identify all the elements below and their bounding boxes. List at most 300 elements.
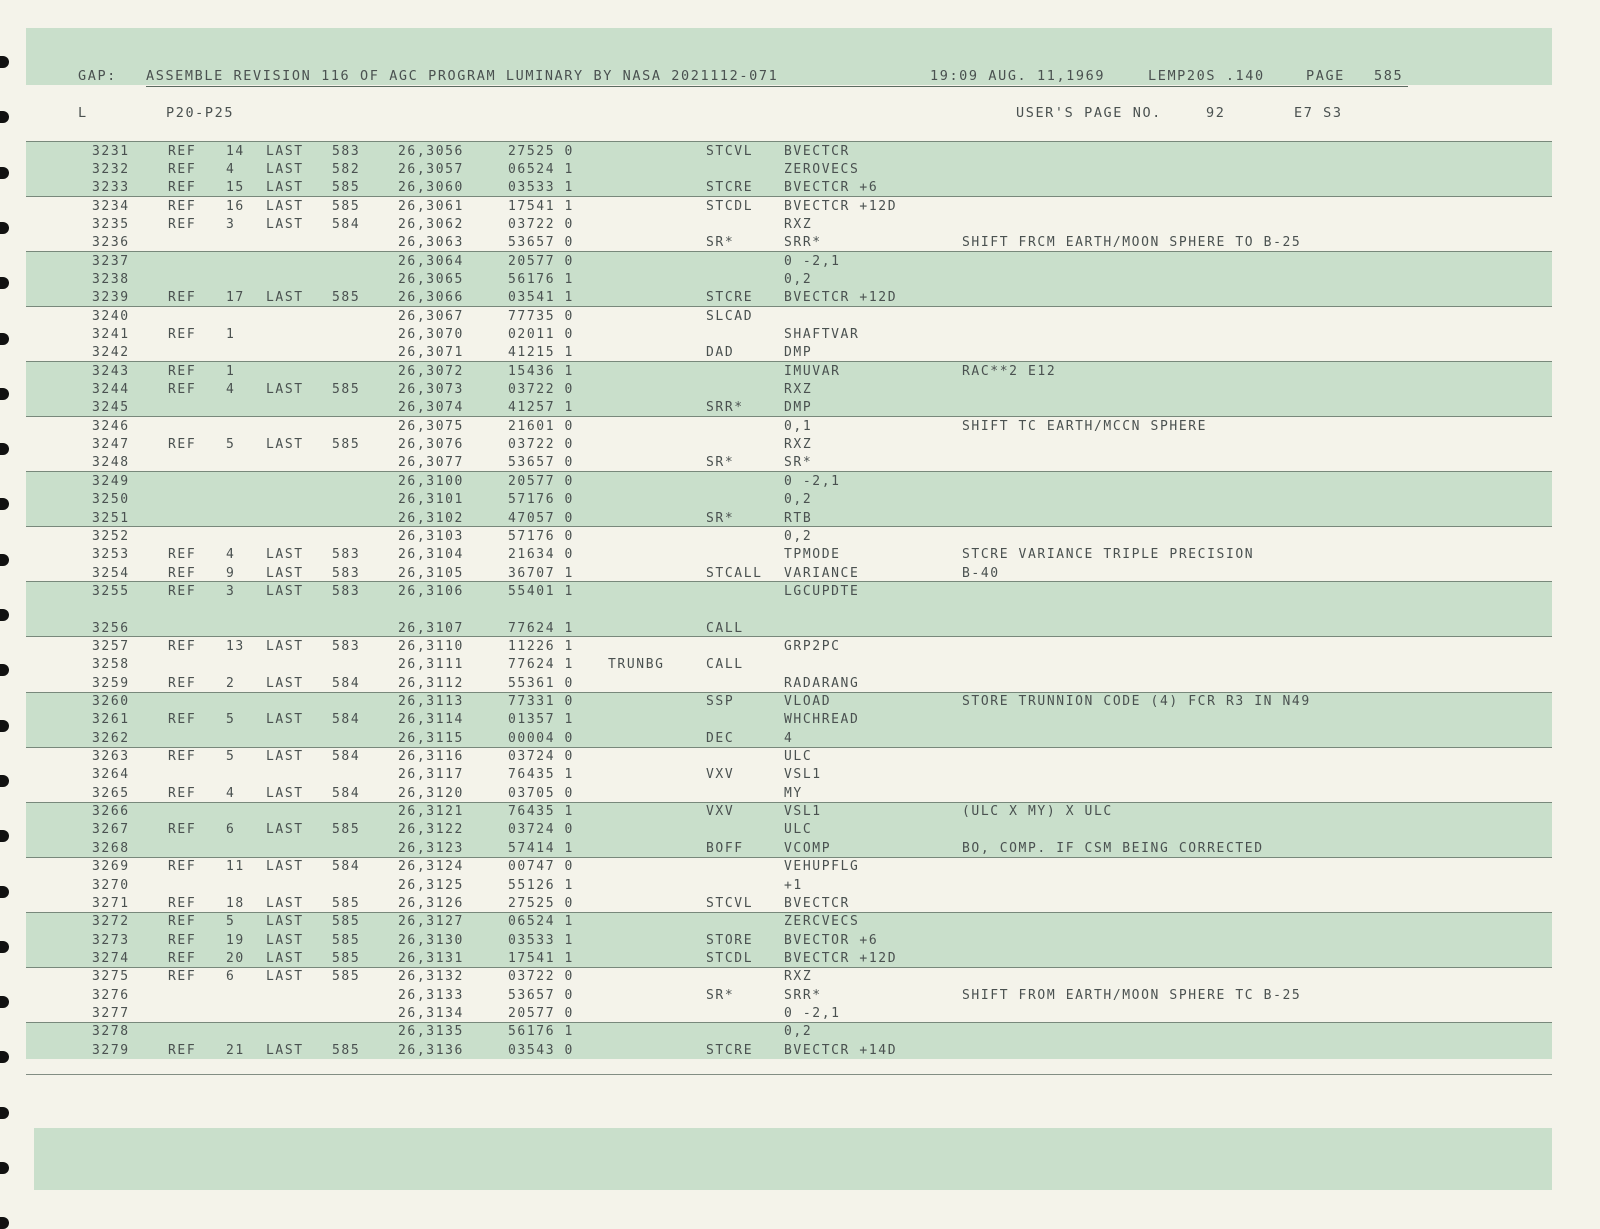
ref-count: 4: [226, 161, 236, 177]
address: 26,3057: [398, 161, 464, 177]
address: 26,3077: [398, 455, 464, 471]
line-number: 3260: [92, 694, 130, 709]
ref-count: 16: [226, 198, 245, 214]
ref-count: 15: [226, 180, 245, 196]
octal-code: 01357 1: [508, 712, 574, 728]
octal-code: 20577 0: [508, 473, 574, 489]
operand: RXZ: [784, 216, 813, 232]
ref-count: 5: [226, 914, 236, 930]
ref-count: 18: [226, 895, 245, 911]
address: 26,3130: [398, 932, 464, 948]
line-number: 3247: [92, 437, 130, 453]
last-label: LAST: [266, 950, 304, 966]
address: 26,3060: [398, 180, 464, 196]
line-number: 3233: [92, 180, 130, 196]
octal-code: 17541 1: [508, 198, 574, 214]
line-number: 3274: [92, 950, 130, 966]
last-label: LAST: [266, 437, 304, 453]
opcode: SR*: [706, 455, 735, 471]
last-label: LAST: [266, 290, 304, 306]
address: 26,3074: [398, 400, 464, 416]
ref-label: REF: [168, 638, 197, 654]
address: 26,3073: [398, 382, 464, 398]
listing-row: [26, 821, 1552, 839]
assemble-text: ASSEMBLE REVISION 116 OF AGC PROGRAM LUMINARY BY NASA 2021112-071: [146, 68, 779, 84]
operand: ZEROVECS: [784, 161, 860, 177]
last-page: 585: [332, 914, 361, 930]
last-page: 585: [332, 969, 361, 985]
last-label: LAST: [266, 382, 304, 398]
operand: RXZ: [784, 969, 813, 985]
last-label: LAST: [266, 675, 304, 691]
octal-code: 03533 1: [508, 180, 574, 196]
users-page-label: USER'S PAGE NO.: [1016, 105, 1162, 121]
last-label: LAST: [266, 638, 304, 654]
ref-count: 17: [226, 290, 245, 306]
line-number: 3267: [92, 822, 130, 838]
address: 26,3104: [398, 547, 464, 563]
last-label: LAST: [266, 895, 304, 911]
octal-code: 27525 0: [508, 895, 574, 911]
header-underline: [146, 86, 886, 87]
opcode: DAD: [706, 345, 735, 361]
feed-hole: [0, 498, 9, 510]
feed-hole: [0, 388, 9, 400]
opcode: SRR*: [706, 400, 744, 416]
last-page: 585: [332, 822, 361, 838]
address: 26,3120: [398, 785, 464, 801]
ref-label: REF: [168, 785, 197, 801]
address: 26,3062: [398, 216, 464, 232]
octal-code: 57176 0: [508, 528, 574, 544]
octal-code: 76435 1: [508, 804, 574, 820]
octal-code: 03543 0: [508, 1042, 574, 1058]
ref-label: REF: [168, 382, 197, 398]
line-number: 3252: [92, 528, 130, 544]
line-number: 3277: [92, 1005, 130, 1021]
ref-count: 6: [226, 969, 236, 985]
address: 26,3065: [398, 271, 464, 287]
operand: BVECTCR +12D: [784, 290, 898, 306]
opcode: SR*: [706, 510, 735, 526]
address: 26,3100: [398, 473, 464, 489]
last-label: LAST: [266, 216, 304, 232]
listing-row: [26, 638, 1552, 656]
operand: BVECTOR +6: [784, 932, 879, 948]
gap-label: GAP:: [78, 68, 117, 84]
last-page: 584: [332, 675, 361, 691]
last-label: LAST: [266, 969, 304, 985]
operand: 4: [784, 730, 794, 746]
listing-row: [26, 399, 1552, 417]
listing-row: [26, 179, 1552, 197]
listing-row: [26, 675, 1552, 693]
last-page: 583: [332, 638, 361, 654]
operand: BVECTCR: [784, 895, 850, 911]
feed-hole: [0, 333, 9, 345]
operand: BVECTCR +14D: [784, 1042, 898, 1058]
ref-label: REF: [168, 822, 197, 838]
octal-code: 00004 0: [508, 730, 574, 746]
ref-label: REF: [168, 583, 197, 599]
last-label: LAST: [266, 1042, 304, 1058]
operand: ULC: [784, 749, 813, 765]
ref-count: 19: [226, 932, 245, 948]
last-page: 584: [332, 712, 361, 728]
line-number: 3257: [92, 638, 130, 654]
octal-code: 47057 0: [508, 510, 574, 526]
octal-code: 41215 1: [508, 345, 574, 361]
operand: 0,2: [784, 492, 813, 508]
operand: IMUVAR: [784, 363, 841, 379]
line-number: 3250: [92, 492, 130, 508]
octal-code: 21601 0: [508, 418, 574, 434]
listing-row: [26, 785, 1552, 803]
statement-label: TRUNBG: [608, 657, 665, 673]
printout-page: [26, 28, 1552, 1190]
right-code: E7 S3: [1294, 105, 1343, 121]
comment: STORE TRUNNION CODE (4) FCR R3 IN N49: [962, 694, 1311, 709]
octal-code: 36707 1: [508, 565, 574, 581]
last-label: LAST: [266, 859, 304, 875]
address: 26,3106: [398, 583, 464, 599]
opcode: VXV: [706, 804, 735, 820]
ref-count: 4: [226, 382, 236, 398]
tractor-feed-holes: [0, 0, 20, 1190]
operand: WHCHREAD: [784, 712, 860, 728]
operand: VSL1: [784, 804, 822, 820]
ref-count: 20: [226, 950, 245, 966]
feed-hole: [0, 775, 9, 787]
address: 26,3066: [398, 290, 464, 306]
octal-code: 03541 1: [508, 290, 574, 306]
operand: 0 -2,1: [784, 1005, 841, 1021]
operand: +1: [784, 877, 803, 893]
listing-row: [26, 583, 1552, 601]
octal-code: 53657 0: [508, 235, 574, 251]
address: 26,3111: [398, 657, 464, 673]
last-page: 584: [332, 216, 361, 232]
listing-row: [26, 748, 1552, 766]
operand: BVECTCR +6: [784, 180, 879, 196]
last-page: 584: [332, 859, 361, 875]
next-page-band: [34, 1128, 1552, 1190]
ref-count: 14: [226, 143, 245, 159]
address: 26,3061: [398, 198, 464, 214]
line-number: 3273: [92, 932, 130, 948]
operand: 0,2: [784, 1024, 813, 1040]
line-number: 3238: [92, 271, 130, 287]
operand: 0 -2,1: [784, 253, 841, 269]
opcode: SR*: [706, 987, 735, 1003]
last-label: LAST: [266, 198, 304, 214]
listing-row: [26, 271, 1552, 289]
last-label: LAST: [266, 143, 304, 159]
ref-label: REF: [168, 914, 197, 930]
address: 26,3103: [398, 528, 464, 544]
last-label: LAST: [266, 932, 304, 948]
page-number: 585: [1374, 68, 1404, 84]
last-label: LAST: [266, 161, 304, 177]
octal-code: 03722 0: [508, 969, 574, 985]
ref-count: 3: [226, 216, 236, 232]
opcode: CALL: [706, 657, 744, 673]
last-label: LAST: [266, 565, 304, 581]
operand: SHAFTVAR: [784, 327, 860, 342]
listing-row: [26, 143, 1552, 161]
listing-row: [26, 510, 1552, 528]
octal-code: 56176 1: [508, 1024, 574, 1040]
listing-row: [26, 1023, 1552, 1041]
address: 26,3126: [398, 895, 464, 911]
line-number: 3246: [92, 418, 130, 434]
ref-label: REF: [168, 895, 197, 911]
comment: SHIFT FROM EARTH/MOON SPHERE TC B-25: [962, 987, 1302, 1003]
octal-code: 03724 0: [508, 749, 574, 765]
line-number: 3232: [92, 161, 130, 177]
operand: BVECTCR +12D: [784, 950, 898, 966]
feed-hole: [0, 554, 9, 566]
operand: RXZ: [784, 382, 813, 398]
ref-label: REF: [168, 1042, 197, 1058]
ref-label: REF: [168, 180, 197, 196]
line-number: 3275: [92, 969, 130, 985]
last-page: 585: [332, 437, 361, 453]
octal-code: 17541 1: [508, 950, 574, 966]
line-number: 3241: [92, 327, 130, 342]
listing-row: [26, 491, 1552, 509]
listing-row: [26, 693, 1552, 711]
ref-label: REF: [168, 749, 197, 765]
feed-hole: [0, 996, 9, 1008]
address: 26,3112: [398, 675, 464, 691]
ref-label: REF: [168, 198, 197, 214]
listing-row: [26, 418, 1552, 436]
octal-code: 03724 0: [508, 822, 574, 838]
last-label: LAST: [266, 583, 304, 599]
listing-row: [26, 198, 1552, 216]
operand: VCOMP: [784, 840, 832, 856]
octal-code: 76435 1: [508, 767, 574, 783]
last-page: 584: [332, 749, 361, 765]
ref-count: 13: [226, 638, 245, 654]
listing-row: [26, 546, 1552, 564]
line-number: 3239: [92, 290, 130, 306]
opcode: STCALL: [706, 565, 763, 581]
listing-row: [26, 308, 1552, 326]
octal-code: 77624 1: [508, 620, 574, 636]
line-number: 3235: [92, 216, 130, 232]
ref-label: REF: [168, 712, 197, 728]
address: 26,3064: [398, 253, 464, 269]
ref-label: REF: [168, 950, 197, 966]
listing-row: [26, 730, 1552, 748]
comment: STCRE VARIANCE TRIPLE PRECISION: [962, 547, 1255, 563]
listing-row: [26, 987, 1552, 1005]
operand: ULC: [784, 822, 813, 838]
octal-code: 20577 0: [508, 253, 574, 269]
listing-row: [26, 473, 1552, 491]
listing-row: [26, 381, 1552, 399]
address: 26,3076: [398, 437, 464, 453]
listing-row: [26, 326, 1552, 344]
octal-code: 11226 1: [508, 638, 574, 654]
octal-code: 15436 1: [508, 363, 574, 379]
address: 26,3121: [398, 804, 464, 820]
octal-code: 03722 0: [508, 216, 574, 232]
octal-code: 03533 1: [508, 932, 574, 948]
listing-row: [26, 565, 1552, 583]
feed-hole: [0, 720, 9, 732]
octal-code: 06524 1: [508, 914, 574, 930]
listing-row: [26, 950, 1552, 968]
ref-count: 1: [226, 327, 236, 342]
line-number: 3276: [92, 987, 130, 1003]
ref-count: 21: [226, 1042, 245, 1058]
feed-hole: [0, 443, 9, 455]
feed-hole: [0, 664, 9, 676]
feed-hole: [0, 1051, 9, 1063]
last-page: 584: [332, 785, 361, 801]
octal-code: 57176 0: [508, 492, 574, 508]
feed-hole: [0, 1107, 9, 1119]
feed-hole: [0, 886, 9, 898]
ref-label: REF: [168, 547, 197, 563]
ref-count: 11: [226, 859, 245, 875]
address: 26,3075: [398, 418, 464, 434]
comment: B-40: [962, 565, 1000, 581]
listing-row: [26, 363, 1552, 381]
octal-code: 41257 1: [508, 400, 574, 416]
last-page: 585: [332, 382, 361, 398]
users-page-number: 92: [1206, 105, 1226, 121]
opcode: SSP: [706, 694, 735, 709]
line-number: 3256: [92, 620, 130, 636]
ref-label: REF: [168, 932, 197, 948]
octal-code: 55401 1: [508, 583, 574, 599]
line-number: 3264: [92, 767, 130, 783]
ref-label: REF: [168, 969, 197, 985]
address: 26,3113: [398, 694, 464, 709]
line-number: 3261: [92, 712, 130, 728]
last-page: 583: [332, 565, 361, 581]
ref-label: REF: [168, 859, 197, 875]
octal-code: 03722 0: [508, 437, 574, 453]
operand: SRR*: [784, 987, 822, 1003]
line-number: 3249: [92, 473, 130, 489]
feed-hole: [0, 941, 9, 953]
octal-code: 21634 0: [508, 547, 574, 563]
octal-code: 03722 0: [508, 382, 574, 398]
last-page: 583: [332, 143, 361, 159]
line-number: 3270: [92, 877, 130, 893]
octal-code: 27525 0: [508, 143, 574, 159]
ref-count: 4: [226, 785, 236, 801]
section-label: P20-P25: [166, 105, 235, 121]
octal-code: 77735 0: [508, 308, 574, 324]
listing-row: [26, 913, 1552, 931]
line-number: 3265: [92, 785, 130, 801]
operand: RTB: [784, 510, 813, 526]
operand: GRP2PC: [784, 638, 841, 654]
operand: BVECTCR: [784, 143, 850, 159]
ref-label: REF: [168, 143, 197, 159]
listing-row: [26, 234, 1552, 252]
operand: DMP: [784, 345, 813, 361]
opcode: STCDL: [706, 198, 754, 214]
octal-code: 55126 1: [508, 877, 574, 893]
feed-hole: [0, 167, 9, 179]
opcode: STCDL: [706, 950, 754, 966]
octal-code: 77331 0: [508, 694, 574, 709]
listing-row: [26, 877, 1552, 895]
listing-row: [26, 840, 1552, 858]
opcode: CALL: [706, 620, 744, 636]
feed-hole: [0, 277, 9, 289]
last-label: LAST: [266, 547, 304, 563]
listing-row: [26, 711, 1552, 729]
line-number: 3279: [92, 1042, 130, 1058]
last-page: 582: [332, 161, 361, 177]
last-page: 585: [332, 1042, 361, 1058]
ref-count: 5: [226, 712, 236, 728]
line-number: 3271: [92, 895, 130, 911]
feed-hole: [0, 56, 9, 68]
line-number: 3253: [92, 547, 130, 563]
line-number: 3236: [92, 235, 130, 251]
listing-row: [26, 454, 1552, 472]
opcode: STCRE: [706, 290, 754, 306]
address: 26,3123: [398, 840, 464, 856]
address: 26,3125: [398, 877, 464, 893]
opcode: STCVL: [706, 895, 754, 911]
last-page: 585: [332, 198, 361, 214]
listing-row: [26, 932, 1552, 950]
line-number: 3234: [92, 198, 130, 214]
ref-count: 9: [226, 565, 236, 581]
line-number: 3258: [92, 657, 130, 673]
address: 26,3135: [398, 1024, 464, 1040]
operand: LGCUPDTE: [784, 583, 860, 599]
last-label: LAST: [266, 749, 304, 765]
last-label: LAST: [266, 180, 304, 196]
address: 26,3124: [398, 859, 464, 875]
line-number: 3268: [92, 840, 130, 856]
line-number: 3255: [92, 583, 130, 599]
listing-row: [26, 968, 1552, 986]
opcode: SR*: [706, 235, 735, 251]
octal-code: 57414 1: [508, 840, 574, 856]
comment: SHIFT FRCM EARTH/MOON SPHERE TO B-25: [962, 235, 1302, 251]
opcode: STCRE: [706, 1042, 754, 1058]
address: 26,3071: [398, 345, 464, 361]
address: 26,3101: [398, 492, 464, 508]
address: 26,3102: [398, 510, 464, 526]
listing-row: [26, 436, 1552, 454]
ref-count: 4: [226, 547, 236, 563]
listing-row: [26, 1005, 1552, 1023]
last-page: 583: [332, 583, 361, 599]
line-number: 3242: [92, 345, 130, 361]
tape-id: LEMP20S .140: [1148, 68, 1265, 84]
operand: SR*: [784, 455, 813, 471]
line-number: 3263: [92, 749, 130, 765]
comment: BO, COMP. IF CSM BEING CORRECTED: [962, 840, 1264, 856]
listing-row: [26, 216, 1552, 234]
address: 26,3131: [398, 950, 464, 966]
ref-label: REF: [168, 290, 197, 306]
address: 26,3136: [398, 1042, 464, 1058]
